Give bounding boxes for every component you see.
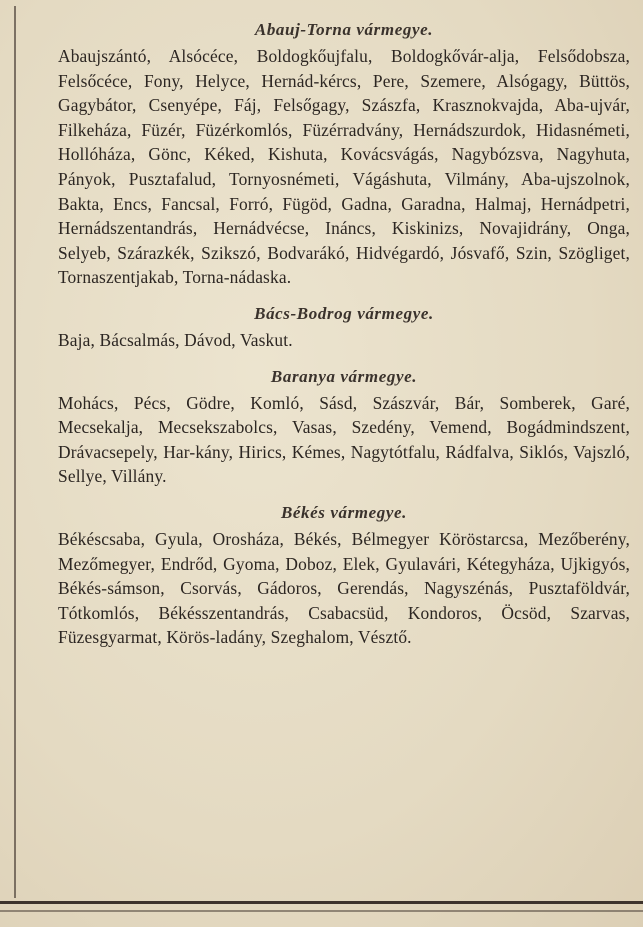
section-body: Mohács, Pécs, Gödre, Komló, Sásd, Szászvár, Bár, Somberek, Garé, Mecsekalja, Mecsekszabolcs, Vasas, Szedény, Vemend, Bogádmindszent, Drávacsepely, Har-kány, Hirics, Kémes, Nagytótfalu, Rádfalva, Siklós, Vajszló, Sellye, Villány. — [58, 392, 630, 487]
section-title: Baranya vármegye. — [270, 366, 418, 386]
left-column-rule — [14, 6, 16, 898]
section-body: Békéscsaba, Gyula, Orosháza, Békés, Bélmegyer Köröstarcsa, Mezőberény, Mezőmegyer, Endrőd, Gyoma, Doboz, Elek, Gyulavári, Kétegyháza, Ujkigyós, Békés-sámson, Csorvás, Gádoros, Gerendás, Nagyszénás, Pusztaföldvár, Tótkomlós, Békésszentandrás, Csabacsüd, Kondoros, Öcsöd, Szarvas, Füzesgyarmat, Körös-ladány, Szeghalom, Vésztő. — [58, 528, 630, 648]
section-body: Abaujszántó, Alsócéce, Boldogkőujfalu, Boldogkővár-alja, Felsődobsza, Felsőcéce, Fony, Helyce, Hernád-kércs, Pere, Szemere, Alsógagy, Büttös, Gagybátor, Csenyépe, Fáj, Felsőgagy, Szászfa, Krasznokvajda, Aba-ujvár, Filkeháza, Füzér, Füzérkomlós, Füzérradvány, Hernádszurdok, Hidasnémeti, Hollóháza, Gönc, Kéked, Kishuta, Kovácsvágás, Nagybózsva, Nagyhuta, Pányok, Pusztafalud, Tornyosnémeti, Vágáshuta, Vilmány, Aba-ujszolnok, Bakta, Encs, Fancsal, Forró, Fügöd, Gadna, Garadna, Halmaj, Hernádpetri, Hernádszentandrás, Hernádvécse, Ináncs, Kiskinizs, Novajidrány, Onga, Selyeb, Szárazkék, Szikszó, Bodvarákó, Hidvégardó, Jósvafő, Szin, Szögliget, Tornaszentjakab, Torna-nádaska. — [58, 46, 630, 288]
section-title: Bács-Bodrog vármegye. — [254, 303, 434, 323]
section-body: Baja, Bácsalmás, Dávod, Vaskut. — [58, 329, 293, 350]
section-bekes — [58, 499, 630, 650]
section-bacs-bodrog — [58, 300, 630, 353]
section-baranya — [58, 363, 630, 489]
section-title: Békés vármegye. — [280, 502, 408, 522]
bottom-rule-secondary — [0, 910, 643, 912]
section-abauj-torna — [58, 16, 630, 290]
section-title: Abauj-Torna vármegye. — [254, 20, 434, 39]
bottom-rule — [0, 901, 643, 904]
county-list-column — [58, 12, 630, 660]
